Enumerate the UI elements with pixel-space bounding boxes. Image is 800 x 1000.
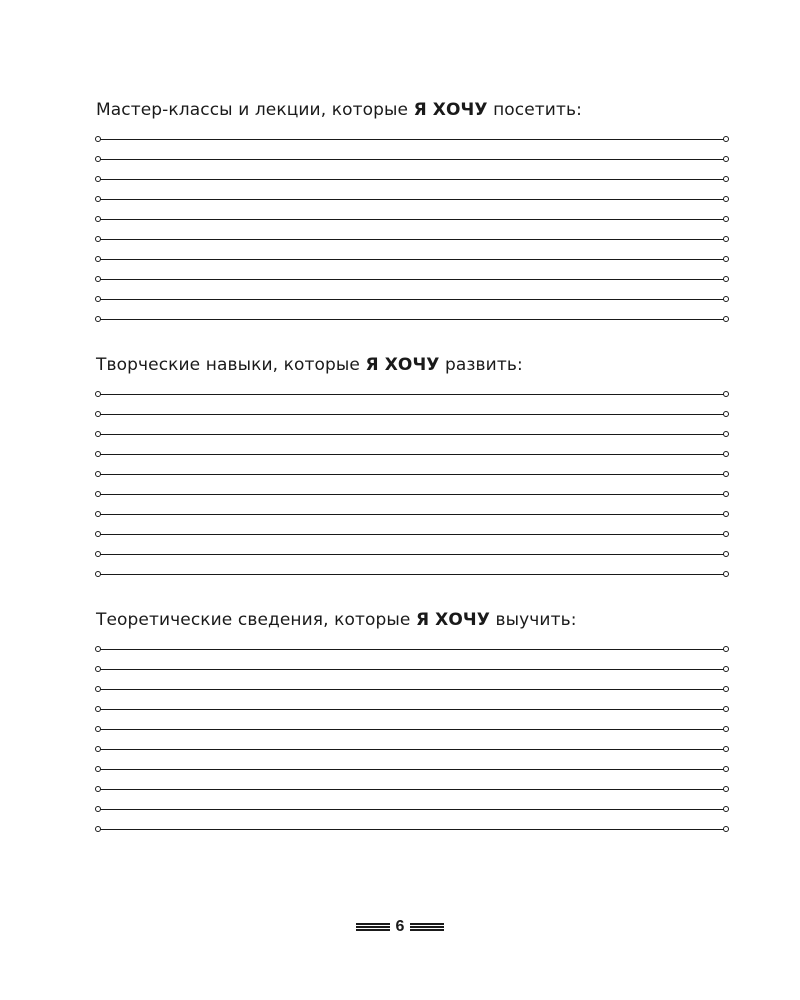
- heading-prefix: Теоретические сведения, которые: [96, 610, 416, 630]
- line-end-circle-icon: [95, 236, 101, 242]
- line-stroke: [100, 259, 724, 260]
- line-stroke: [100, 219, 724, 220]
- page-number: 6: [395, 918, 405, 935]
- writing-line[interactable]: [96, 259, 728, 279]
- line-end-circle-icon: [723, 666, 729, 672]
- line-end-circle-icon: [723, 786, 729, 792]
- line-end-circle-icon: [95, 316, 101, 322]
- line-end-circle-icon: [95, 646, 101, 652]
- writing-line[interactable]: [96, 159, 728, 179]
- line-end-circle-icon: [95, 451, 101, 457]
- line-stroke: [100, 534, 724, 535]
- line-end-circle-icon: [723, 686, 729, 692]
- line-end-circle-icon: [723, 571, 729, 577]
- line-end-circle-icon: [723, 176, 729, 182]
- line-end-circle-icon: [723, 216, 729, 222]
- writing-line[interactable]: [96, 279, 728, 299]
- writing-line[interactable]: [96, 809, 728, 829]
- writing-line[interactable]: [96, 574, 728, 594]
- heading-prefix: Творческие навыки, которые: [96, 355, 366, 375]
- line-stroke: [100, 179, 724, 180]
- line-stroke: [100, 729, 724, 730]
- section-heading: [96, 608, 728, 632]
- writing-lines: [96, 394, 728, 594]
- line-end-circle-icon: [723, 511, 729, 517]
- line-stroke: [100, 829, 724, 830]
- line-end-circle-icon: [95, 411, 101, 417]
- line-end-circle-icon: [95, 726, 101, 732]
- line-stroke: [100, 574, 724, 575]
- writing-line[interactable]: [96, 494, 728, 514]
- line-end-circle-icon: [95, 551, 101, 557]
- section-heading: [96, 98, 728, 122]
- writing-line[interactable]: [96, 669, 728, 689]
- line-end-circle-icon: [95, 136, 101, 142]
- line-stroke: [100, 809, 724, 810]
- decorative-stripes-right: [410, 922, 444, 932]
- line-end-circle-icon: [95, 806, 101, 812]
- line-end-circle-icon: [723, 766, 729, 772]
- heading-emphasis: Я ХОЧУ: [415, 610, 490, 630]
- line-end-circle-icon: [723, 276, 729, 282]
- writing-line[interactable]: [96, 394, 728, 414]
- line-stroke: [100, 689, 724, 690]
- line-end-circle-icon: [95, 826, 101, 832]
- writing-line[interactable]: [96, 434, 728, 454]
- line-end-circle-icon: [723, 551, 729, 557]
- writing-line[interactable]: [96, 474, 728, 494]
- line-stroke: [100, 769, 724, 770]
- line-end-circle-icon: [723, 706, 729, 712]
- line-end-circle-icon: [95, 746, 101, 752]
- heading-prefix: Мастер-классы и лекции, которые: [96, 100, 414, 120]
- line-end-circle-icon: [723, 431, 729, 437]
- writing-line[interactable]: [96, 414, 728, 434]
- line-end-circle-icon: [95, 786, 101, 792]
- line-end-circle-icon: [723, 391, 729, 397]
- line-stroke: [100, 669, 724, 670]
- writing-line[interactable]: [96, 689, 728, 709]
- line-end-circle-icon: [723, 491, 729, 497]
- line-end-circle-icon: [723, 296, 729, 302]
- writing-lines: [96, 649, 728, 849]
- writing-line[interactable]: [96, 179, 728, 199]
- writing-line[interactable]: [96, 319, 728, 339]
- line-end-circle-icon: [723, 411, 729, 417]
- writing-line[interactable]: [96, 514, 728, 534]
- writing-line[interactable]: [96, 239, 728, 259]
- writing-line[interactable]: [96, 199, 728, 219]
- line-stroke: [100, 649, 724, 650]
- section-masterclasses: [96, 98, 728, 339]
- line-end-circle-icon: [723, 236, 729, 242]
- writing-line[interactable]: [96, 219, 728, 239]
- line-end-circle-icon: [723, 256, 729, 262]
- writing-line[interactable]: [96, 789, 728, 809]
- line-stroke: [100, 434, 724, 435]
- writing-line[interactable]: [96, 829, 728, 849]
- line-stroke: [100, 139, 724, 140]
- line-end-circle-icon: [723, 196, 729, 202]
- writing-line[interactable]: [96, 534, 728, 554]
- line-end-circle-icon: [723, 746, 729, 752]
- writing-line[interactable]: [96, 139, 728, 159]
- writing-lines: [96, 139, 728, 339]
- writing-line[interactable]: [96, 709, 728, 729]
- line-end-circle-icon: [95, 391, 101, 397]
- line-end-circle-icon: [95, 571, 101, 577]
- line-end-circle-icon: [723, 316, 729, 322]
- section-heading: [96, 353, 728, 377]
- page-footer: [0, 917, 800, 937]
- line-end-circle-icon: [95, 766, 101, 772]
- line-stroke: [100, 474, 724, 475]
- line-end-circle-icon: [95, 256, 101, 262]
- line-end-circle-icon: [723, 806, 729, 812]
- line-end-circle-icon: [95, 216, 101, 222]
- line-end-circle-icon: [95, 511, 101, 517]
- line-end-circle-icon: [95, 491, 101, 497]
- line-end-circle-icon: [95, 686, 101, 692]
- line-stroke: [100, 789, 724, 790]
- line-stroke: [100, 494, 724, 495]
- writing-line[interactable]: [96, 749, 728, 769]
- line-end-circle-icon: [95, 296, 101, 302]
- line-stroke: [100, 159, 724, 160]
- line-stroke: [100, 454, 724, 455]
- section-creative-skills: [96, 353, 728, 594]
- line-stroke: [100, 514, 724, 515]
- line-end-circle-icon: [95, 196, 101, 202]
- decorative-stripes-left: [356, 922, 390, 932]
- line-stroke: [100, 319, 724, 320]
- line-stroke: [100, 299, 724, 300]
- line-stroke: [100, 554, 724, 555]
- writing-line[interactable]: [96, 649, 728, 669]
- line-end-circle-icon: [723, 451, 729, 457]
- line-stroke: [100, 279, 724, 280]
- line-end-circle-icon: [723, 136, 729, 142]
- line-stroke: [100, 414, 724, 415]
- line-stroke: [100, 199, 724, 200]
- line-end-circle-icon: [95, 276, 101, 282]
- line-end-circle-icon: [723, 156, 729, 162]
- writing-line[interactable]: [96, 729, 728, 749]
- line-end-circle-icon: [723, 531, 729, 537]
- line-end-circle-icon: [723, 726, 729, 732]
- line-end-circle-icon: [95, 156, 101, 162]
- writing-line[interactable]: [96, 554, 728, 574]
- writing-line[interactable]: [96, 454, 728, 474]
- line-end-circle-icon: [95, 531, 101, 537]
- line-end-circle-icon: [95, 706, 101, 712]
- line-end-circle-icon: [723, 826, 729, 832]
- line-end-circle-icon: [95, 431, 101, 437]
- line-stroke: [100, 394, 724, 395]
- writing-line[interactable]: [96, 769, 728, 789]
- line-stroke: [100, 239, 724, 240]
- line-end-circle-icon: [95, 666, 101, 672]
- line-end-circle-icon: [723, 471, 729, 477]
- line-end-circle-icon: [95, 471, 101, 477]
- heading-suffix: развить:: [439, 355, 523, 375]
- section-theory: [96, 608, 728, 849]
- heading-suffix: выучить:: [489, 610, 577, 630]
- line-stroke: [100, 749, 724, 750]
- line-end-circle-icon: [723, 646, 729, 652]
- line-end-circle-icon: [95, 176, 101, 182]
- writing-line[interactable]: [96, 299, 728, 319]
- heading-suffix: посетить:: [487, 100, 582, 120]
- heading-emphasis: Я ХОЧУ: [365, 355, 440, 375]
- heading-emphasis: Я ХОЧУ: [413, 100, 488, 120]
- line-stroke: [100, 709, 724, 710]
